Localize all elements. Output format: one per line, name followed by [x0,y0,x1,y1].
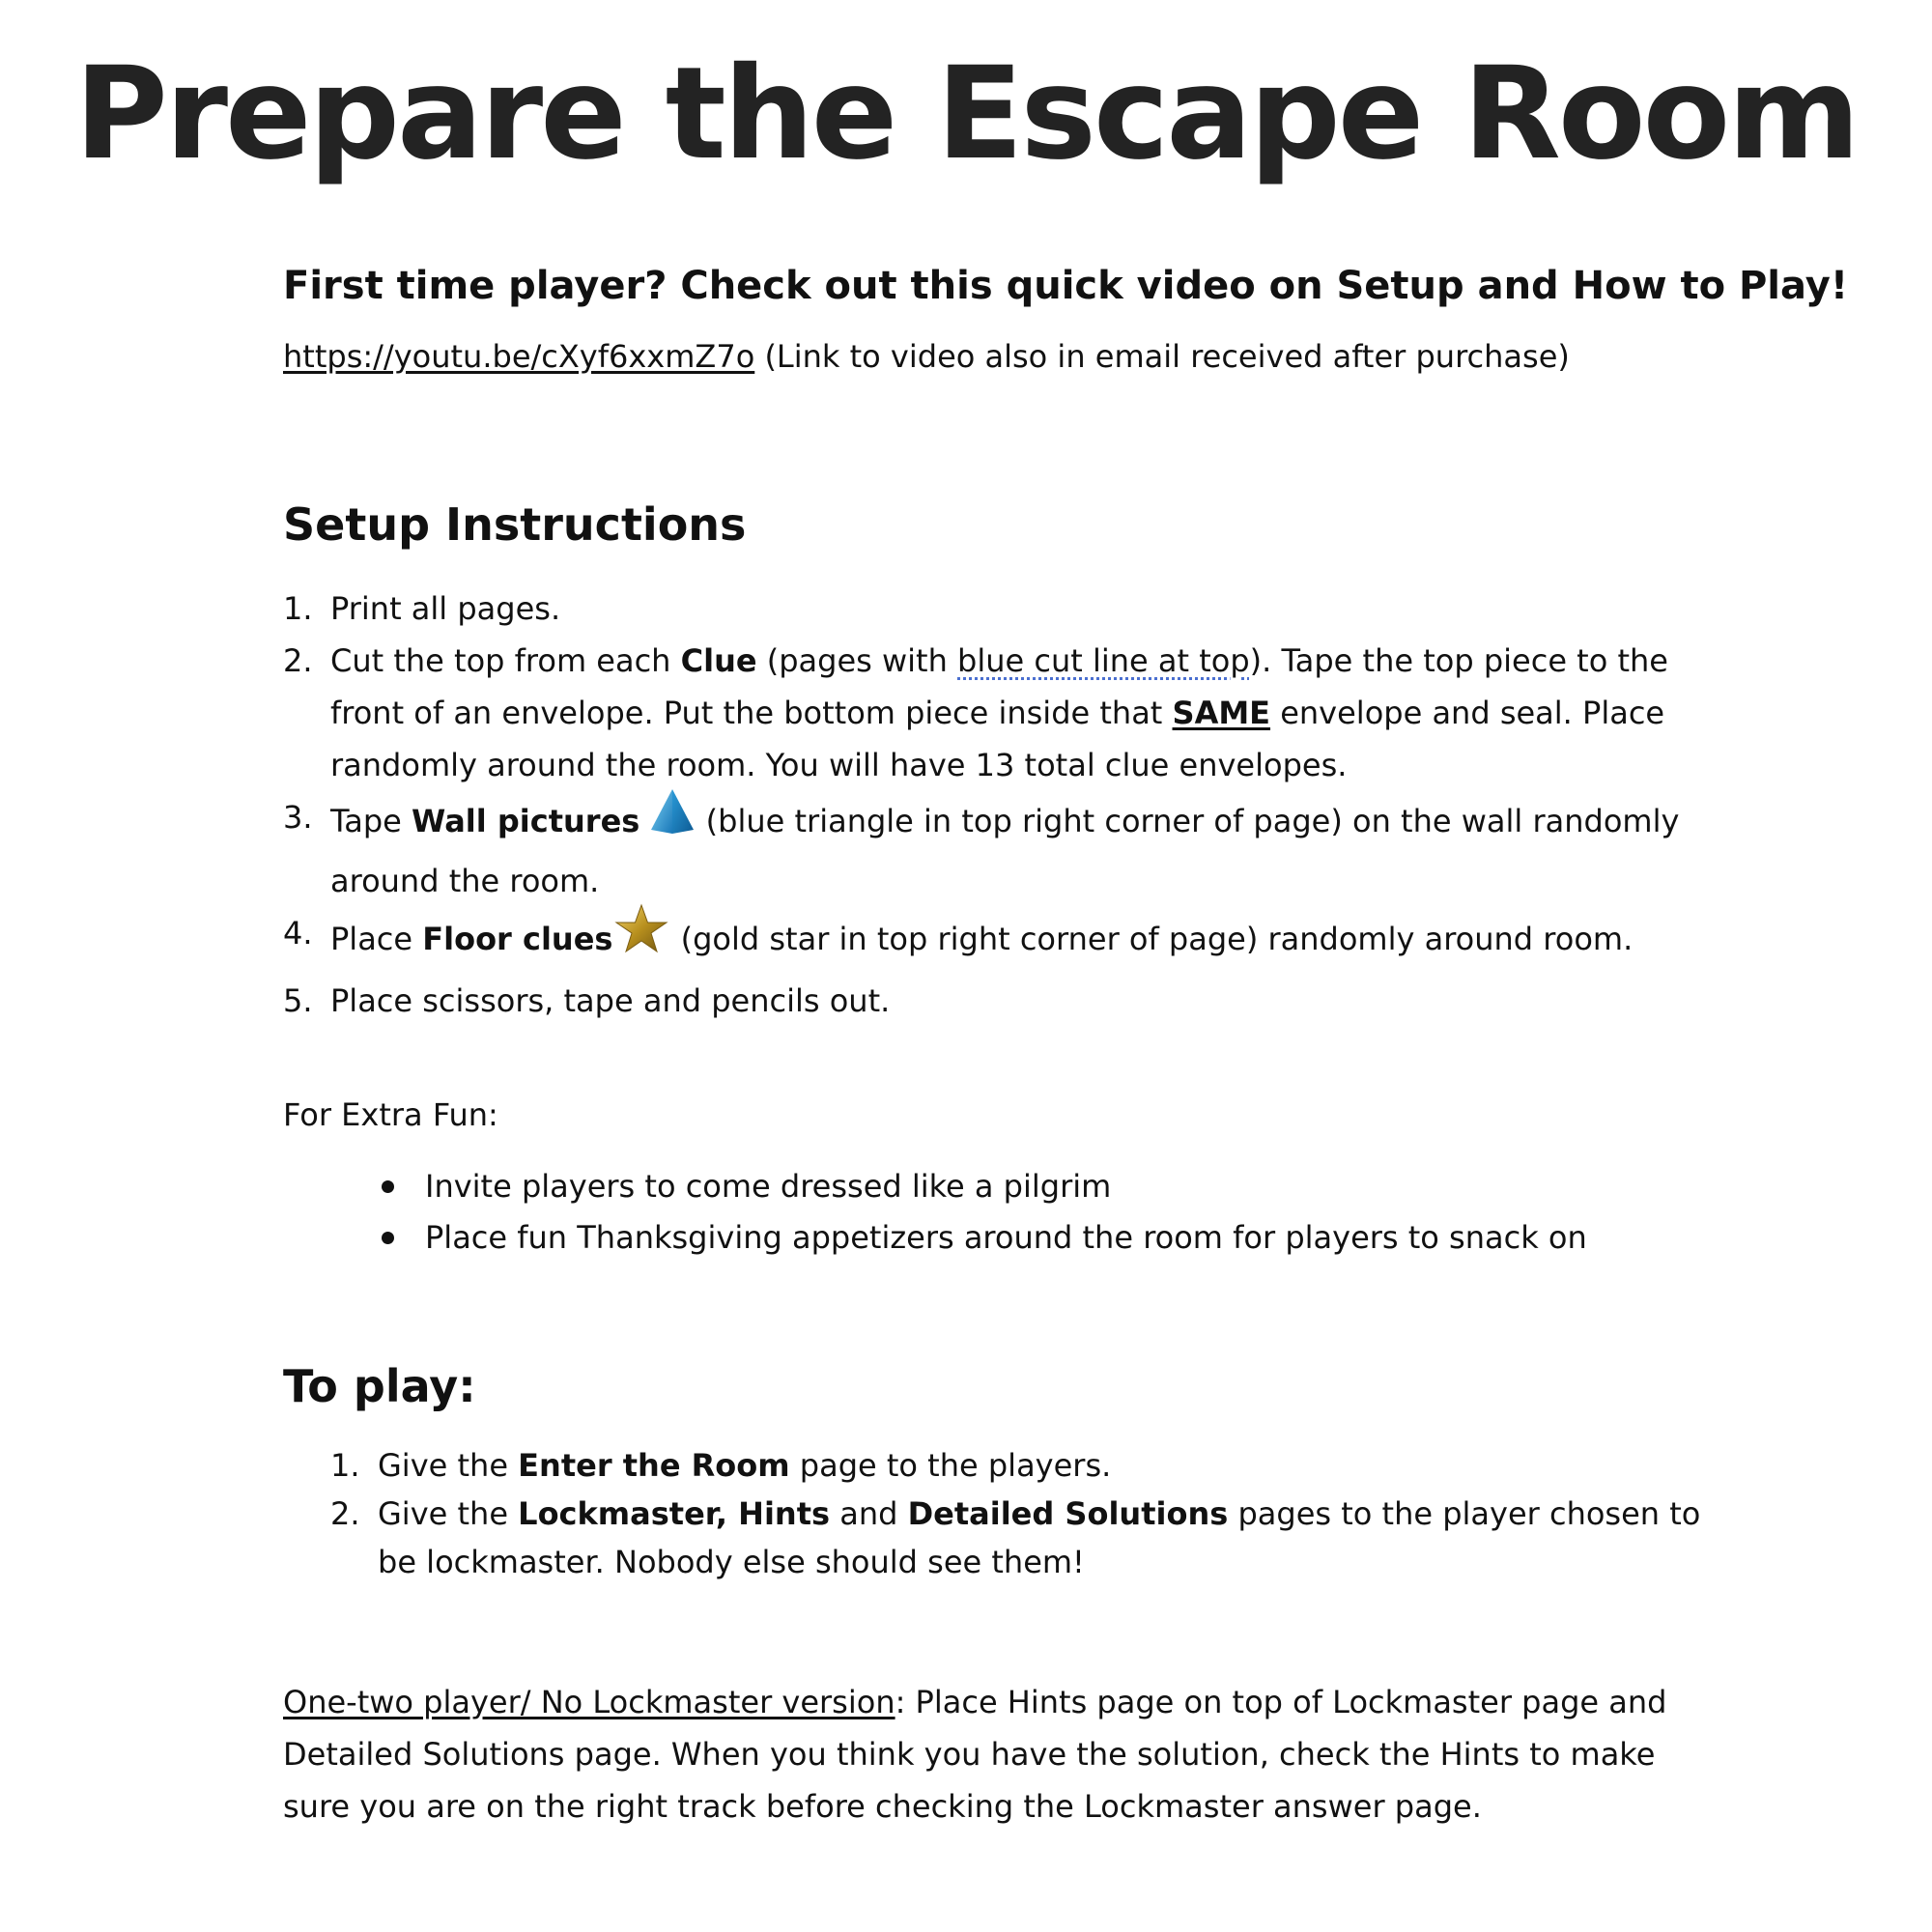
solo-version-text: : Place Hints page on top of Lockmaster page and Detailed Solutions page. When you think you have the solution, check the Hints to make sure you are on the right track before checking the Lockmaster answer page. [283,1684,1667,1825]
play-section [283,1357,1732,1415]
extra-fun-label: For Extra Fun: [283,1096,498,1133]
step-text: Place scissors, tape and pencils out. [330,982,891,1019]
video-note: (Link to video also in email received after purchase) [764,338,1570,375]
solo-version-section [283,1676,1713,1833]
spellcheck-underlined-text: blue cut line at top [957,642,1250,679]
setup-step [283,635,1732,791]
setup-steps-container [283,582,1732,1027]
gold-star-icon [612,903,670,971]
blue-triangle-icon [649,787,696,851]
video-heading: First time player? Check out this quick video on Setup and How to Play! [283,264,1849,308]
setup-step [283,791,1732,907]
clue-term: Clue [680,642,757,679]
step-text: (gold star in top right corner of page) randomly around room. [670,921,1634,957]
lockmaster-hints-term: Lockmaster, Hints [518,1495,831,1532]
play-steps-list [283,1441,1732,1586]
wall-pictures-term: Wall pictures [412,803,640,839]
step-text: Cut the top from each [330,642,681,679]
step-text: ). Tape the top piece to the front of an envelope. Put the bottom piece inside that [330,642,1668,731]
page-title: Prepare the Escape Room [74,40,1858,188]
detailed-solutions-term: Detailed Solutions [907,1495,1229,1532]
step-number: 2. [330,1495,360,1532]
play-steps-container [283,1441,1732,1586]
enter-room-term: Enter the Room [518,1447,790,1484]
extra-fun-list [283,1161,1732,1264]
step-text: envelope and seal. Place randomly around the room. You will have 13 total clue envelopes. [330,695,1665,783]
setup-section [283,496,1732,554]
solo-version-paragraph [283,1676,1713,1833]
step-text: Tape [330,803,412,839]
step-number: 1. [330,1447,360,1484]
bullet-icon [382,1180,394,1193]
setup-step [283,582,1732,635]
play-heading: To play: [283,1360,476,1412]
floor-clues-term: Floor clues [422,921,613,957]
setup-step [283,975,1732,1027]
same-term: SAME [1172,695,1271,731]
setup-steps-list [283,582,1732,1027]
step-text: Print all pages. [330,590,561,627]
step-number: 5. [283,982,313,1019]
video-link[interactable]: https://youtu.be/cXyf6xxmZ7o [283,338,755,375]
step-number: 1. [283,590,313,627]
step-text: Place [330,921,423,957]
list-item: Invite players to come dressed like a pilgrim [378,1161,1732,1212]
extra-fun-section [283,1089,1732,1141]
step-number: 2. [283,642,313,679]
step-text: (pages with [756,642,958,679]
step-text: (blue triangle in top right corner of page) on the wall randomly around the room. [330,803,1680,899]
setup-heading: Setup Instructions [283,498,747,551]
play-step: 1. Give the Enter the Room page to the players. [330,1441,1732,1490]
solo-version-label: One-two player/ No Lockmaster version [283,1684,895,1720]
setup-step [283,907,1732,975]
step-number: 3. [283,799,313,836]
video-link-line [283,330,1732,383]
extra-fun-list-container [283,1161,1732,1264]
video-section [283,261,1849,311]
play-step: 2. Give the Lockmaster, Hints and Detailed Solutions pages to the player chosen to be lockmaster. Nobody else should see them! [330,1490,1732,1586]
bullet-icon [382,1232,394,1244]
list-item: Place fun Thanksgiving appetizers around the room for players to snack on [378,1212,1732,1264]
step-number: 4. [283,915,313,952]
